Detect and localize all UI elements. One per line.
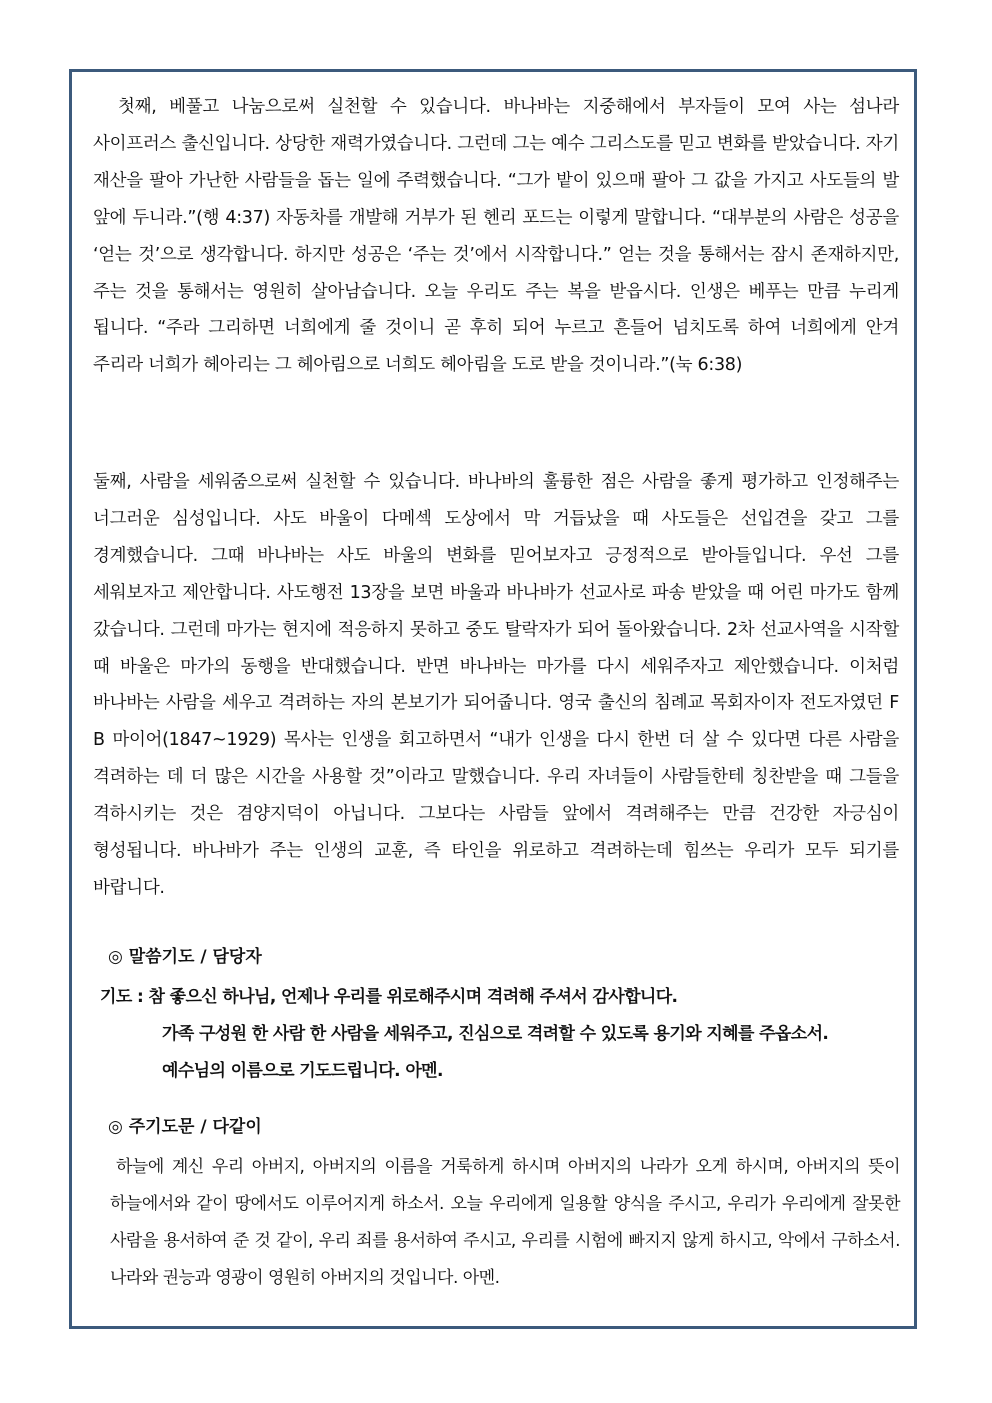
prayer-heading: ◎ 말씀기도 / 담당자: [108, 947, 262, 967]
lords-prayer-heading: ◎ 주기도문 / 다같이: [108, 1117, 262, 1137]
prayer-line: 예수님의 이름으로 기도드립니다. 아멘.: [162, 1061, 443, 1081]
lords-prayer-text: 하늘에 계신 우리 아버지, 아버지의 이름을 거룩하게 하시며 아버지의 나라가 오게 하시며, 아버지의 뜻이 하늘에서와 같이 땅에서도 이루어지게 하소서. 오늘 우리에게 일용할 양식을 주시고, 우리가 우리에게 잘못한 사람을 용서하여 준 것 같이, 우리 죄를 용서하여 주시고, 우리를 시험에 빠지지 않게 하시고, 악에서 구하소서. 나라와 권능과 영광이 영원히 아버지의 것입니다. 아멘.: [110, 1157, 900, 1288]
prayer-block: [100, 979, 900, 1090]
prayer-line: 가족 구성원 한 사람 한 사람을 세워주고, 진심으로 격려할 수 있도록 용기와 지혜를 주옵소서.: [162, 1024, 829, 1044]
prayer-line: 기도 : 참 좋으신 하나님, 언제나 우리를 위로해주시며 격려해 주셔서 감사합니다.: [100, 987, 678, 1007]
paragraph-giving: 첫째, 베풀고 나눔으로써 실천할 수 있습니다. 바나바는 지중해에서 부자들이 모여 사는 섬나라 사이프러스 출신입니다. 상당한 재력가였습니다. 그런데 그는 예수 그리스도를 믿고 변화를 받았습니다. 자기 재산을 팔아 가난한 사람들을 돕는 일에 주력했습니다. “그가 밭이 있으매 팔아 그 값을 가지고 사도들의 발 앞에 두니라.”(행 4:37) 자동차를 개발해 거부가 된 헨리 포드는 이렇게 말합니다. “대부분의 사람은 성공을 ‘얻는 것’으로 생각합니다. 하지만 성공은 ‘주는 것’에서 시작합니다.” 얻는 것을 통해서는 잠시 존재하지만, 주는 것을 통해서는 영원히 살아남습니다. 오늘 우리도 주는 복을 받읍시다. 인생은 베푸는 만큼 누리게 됩니다. “주라 그리하면 너희에게 줄 것이니 곧 후히 되어 누르고 흔들어 넘치도록 하여 너희에게 안겨 주리라 너희가 헤아리는 그 헤아림으로 너희도 헤아림을 도로 받을 것이니라.”(눅 6:38): [93, 97, 899, 376]
paragraph-encouraging: 둘째, 사람을 세워줌으로써 실천할 수 있습니다. 바나바의 훌륭한 점은 사람을 좋게 평가하고 인정해주는 너그러운 심성입니다. 사도 바울이 다메섹 도상에서 막 거듭났을 때 사도들은 선입견을 갖고 그를 경계했습니다. 그때 바나바는 사도 바울의 변화를 믿어보자고 긍정적으로 받아들입니다. 우선 그를 세워보자고 제안합니다. 사도행전 13장을 보면 바울과 바나바가 선교사로 파송 받았을 때 어린 마가도 함께 갔습니다. 그런데 마가는 현지에 적응하지 못하고 중도 탈락자가 되어 돌아왔습니다. 2차 선교사역을 시작할 때 바울은 마가의 동행을 반대했습니다. 반면 바나바는 마가를 다시 세워주자고 제안했습니다. 이처럼 바나바는 사람을 세우고 격려하는 자의 본보기가 되어줍니다. 영국 출신의 침례교 목회자이자 전도자였던 F B 마이어(1847~1929) 목사는 인생을 회고하면서 “내가 인생을 다시 한번 더 살 수 있다면 다른 사람을 격려하는 데 더 많은 시간을 사용할 것”이라고 말했습니다. 우리 자녀들이 사람들한테 칭찬받을 때 그들을 격하시키는 것은 겸양지덕이 아닙니다. 그보다는 사람들 앞에서 격려해주는 만큼 건강한 자긍심이 형성됩니다. 바나바가 주는 인생의 교훈, 즉 타인을 위로하고 격려하는데 힘쓰는 우리가 모두 되기를 바랍니다.: [93, 472, 899, 898]
